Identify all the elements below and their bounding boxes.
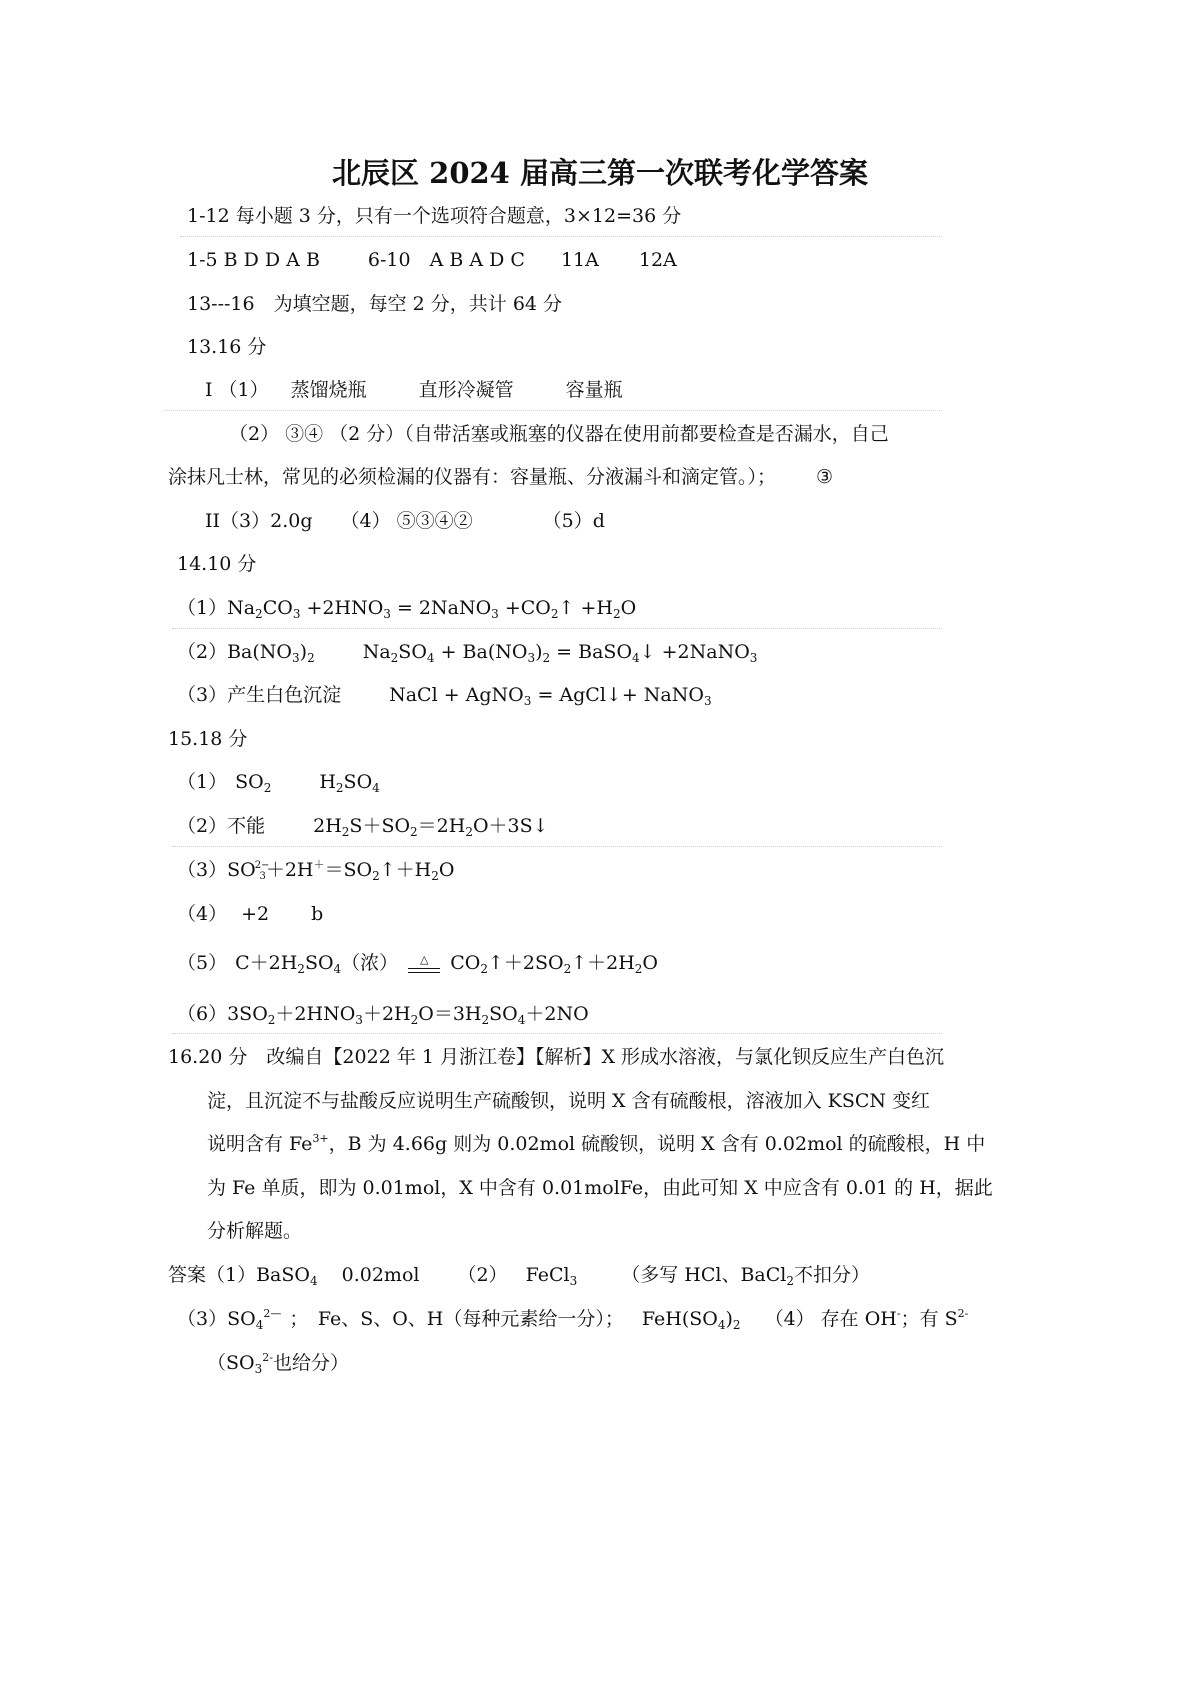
item-label: （2） xyxy=(177,815,228,837)
paragraph-text: 说明含有 Fe xyxy=(207,1133,313,1155)
equation-products: $CO_2↑+2SO_2↑+2H_2O$ xyxy=(450,952,658,976)
q14-l3 xyxy=(177,682,712,708)
formula-baso4: BaSO$_4$ xyxy=(256,1264,318,1288)
divider xyxy=(180,236,942,237)
q16-paragraph-5: 分析解题。 xyxy=(207,1220,303,1242)
item-label: （1） xyxy=(177,771,228,793)
q16-heading: 16.20 分 改编自【2022 年 1 月浙江卷】【解析】X 形成水溶液，与氯化钡反应生产白色沉 xyxy=(168,1046,945,1068)
item-label: I （1） xyxy=(205,379,269,401)
q13-ii xyxy=(205,508,605,534)
q15-heading: 15.18 分 xyxy=(168,728,248,750)
paragraph-text: ，B 为 4.66g 则为 0.02mol 硫酸钡，说明 X 含有 0.02mol 的硫酸根，H 中 xyxy=(328,1133,986,1155)
item-label: （2） xyxy=(177,641,228,663)
reagent-barium-nitrate: $Ba(NO_3)_2$ xyxy=(227,641,315,665)
q16-answer-note xyxy=(207,1350,349,1376)
heating-condition-icon: △ xyxy=(408,955,440,973)
q16-answer-line: 答案（1）BaSO$_4$ 0.02mol （2） FeCl$_3$ （多写 HCl、BaCl$_2$不扣分） xyxy=(168,1264,871,1288)
answer-text: 存在 OH xyxy=(820,1308,897,1330)
answer-amount: 0.02mol xyxy=(341,1264,420,1286)
q16-paragraph-4: 为 Fe 单质，即为 0.01mol，X 中含有 0.01molFe，由此可知 X 中应含有 0.01 的 H，据此 xyxy=(207,1177,993,1199)
q15-l5 xyxy=(177,950,658,976)
note-text: 也给分） xyxy=(272,1352,349,1374)
mc-scoring-note: 1-12 每小题 3 分，只有一个选项符合题意，3×12=36 分 xyxy=(187,205,682,227)
item-label: （1） xyxy=(177,597,228,619)
item-label: （3） xyxy=(177,1308,228,1330)
note-text: 不扣分） xyxy=(794,1264,871,1286)
q14-heading: 14.10 分 xyxy=(177,553,257,575)
answer-condenser: 直形冷凝管 xyxy=(418,379,514,401)
divider xyxy=(172,628,942,629)
note-text: （多写 HCl、BaCl xyxy=(621,1264,787,1286)
item-label: （3） xyxy=(177,859,228,881)
equation-carbon-sulfuric: $C+2H_2SO_4$ xyxy=(235,952,342,976)
answer-volumetric-flask: 容量瓶 xyxy=(565,379,623,401)
formula-feh-so4: $FeH(SO_4)_2$ xyxy=(641,1308,741,1332)
q14-l2 xyxy=(177,639,757,665)
answer-ii5: （5）d xyxy=(542,510,605,532)
answer-distillation-flask: 蒸馏烧瓶 xyxy=(290,379,367,401)
equation-2: $Na_2SO_4 + Ba(NO_3)_2$ = BaSO$_4$↓ +2NaNO$_3$ xyxy=(362,641,758,665)
q15-l1 xyxy=(177,769,380,795)
answers-1-5: 1-5 B D D A B xyxy=(187,249,320,271)
q15-l6 xyxy=(177,1001,589,1027)
answer-label: 答案（1） xyxy=(168,1264,257,1286)
q13-i2-cont xyxy=(168,464,833,490)
q16-paragraph-2: 淀，且沉淀不与盐酸反应说明生产硫酸钡，说明 X 含有硫酸根，溶液加入 KSCN 变红 xyxy=(207,1090,931,1112)
answer-choice: b xyxy=(311,903,324,925)
item-label: （6） xyxy=(177,1003,228,1025)
equation-3: NaCl + AgNO$_3$ = AgCl↓+ NaNO$_3$ xyxy=(389,684,712,708)
q13-i2: （2） ③④ （2 分）（自带活塞或瓶塞的仪器在使用前都要检查是否漏水，自己 xyxy=(229,423,889,445)
fill-scoring-note: 13---16 为填空题，每空 2 分，共计 64 分 xyxy=(187,293,563,315)
formula-so2: $SO_2$ xyxy=(235,771,272,795)
item-label: （4） xyxy=(177,903,228,925)
answer-elements: ； Fe、S、O、H（每种元素给一分）； xyxy=(289,1308,624,1330)
equation-h2s-so2: $2H_2S+SO_2=2H_2O+3S↓$ xyxy=(313,815,549,839)
formula-sulfite-ion: （$SO_3^{2-}$ xyxy=(207,1351,273,1376)
answer-text: 不能 xyxy=(227,815,266,837)
formula-sulfate-ion: $SO_4^{2—}$ xyxy=(227,1307,282,1332)
equation-sulfite-acid: $SO^{2-}3+2H^+=SO_2↑+H_2O$ xyxy=(227,858,455,883)
q15-l3 xyxy=(177,857,454,883)
item-label: （4） xyxy=(764,1308,815,1330)
formula-h2so4: $H_2SO_4$ xyxy=(319,771,380,795)
equation-so2-hno3: $3SO_2+2HNO_3+2H_2O=3H_2SO_4+2NO$ xyxy=(227,1003,589,1027)
q16-paragraph-3: 说明含有 $Fe^{3+}$，B 为 4.66g 则为 0.02mol 硫酸钡，说明 X 含有 0.02mol 的硫酸根，H 中 xyxy=(207,1132,986,1155)
q16-answer-3-4: $(3)SO_4^{2—}$ ； Fe、S、O、H（每种元素给一分）； $FeH(SO_4)_2$ （4） 存在 OH-；有 $S^{2-}$ xyxy=(177,1307,969,1332)
answer-ii4: （4） ⑤③④② xyxy=(340,510,473,532)
answer-11: 11A xyxy=(560,249,599,271)
answer-circled: ③ xyxy=(816,466,834,488)
q13-heading: 13.16 分 xyxy=(187,336,267,358)
answer-valence: +2 xyxy=(241,903,270,925)
observation-text: 产生白色沉淀 xyxy=(227,684,342,706)
answers-6-10: 6-10 A B A D C xyxy=(367,249,525,271)
item-label: （2） xyxy=(457,1264,508,1286)
formula-fecl3: FeCl$_3$ xyxy=(525,1264,578,1288)
page-title: 北辰区 2024 届高三第一次联考化学答案 xyxy=(332,156,868,190)
divider xyxy=(165,410,942,411)
answer-ii3: II（3）2.0g xyxy=(205,510,313,532)
q15-l2 xyxy=(177,813,549,839)
q14-l1 xyxy=(177,595,636,621)
q15-l4 xyxy=(177,901,323,927)
q13-i1 xyxy=(205,377,623,403)
item-label: （5） xyxy=(177,952,228,974)
divider xyxy=(172,846,942,847)
equation-1: $Na_2CO_3 +2HNO_3$ = 2NaNO$_3$ $+CO_2↑ +H_2O$ xyxy=(227,597,637,621)
answer-12: 12A xyxy=(638,249,677,271)
answer-text: ；有 S xyxy=(900,1308,958,1330)
mc-answers-row xyxy=(187,247,677,273)
paragraph-text: 涂抹凡士林，常见的必须检漏的仪器有：容量瓶、分液漏斗和滴定管。）； xyxy=(168,466,777,488)
divider xyxy=(172,1033,942,1034)
concentrated-label: （浓） xyxy=(341,952,399,974)
item-label: （3） xyxy=(177,684,228,706)
